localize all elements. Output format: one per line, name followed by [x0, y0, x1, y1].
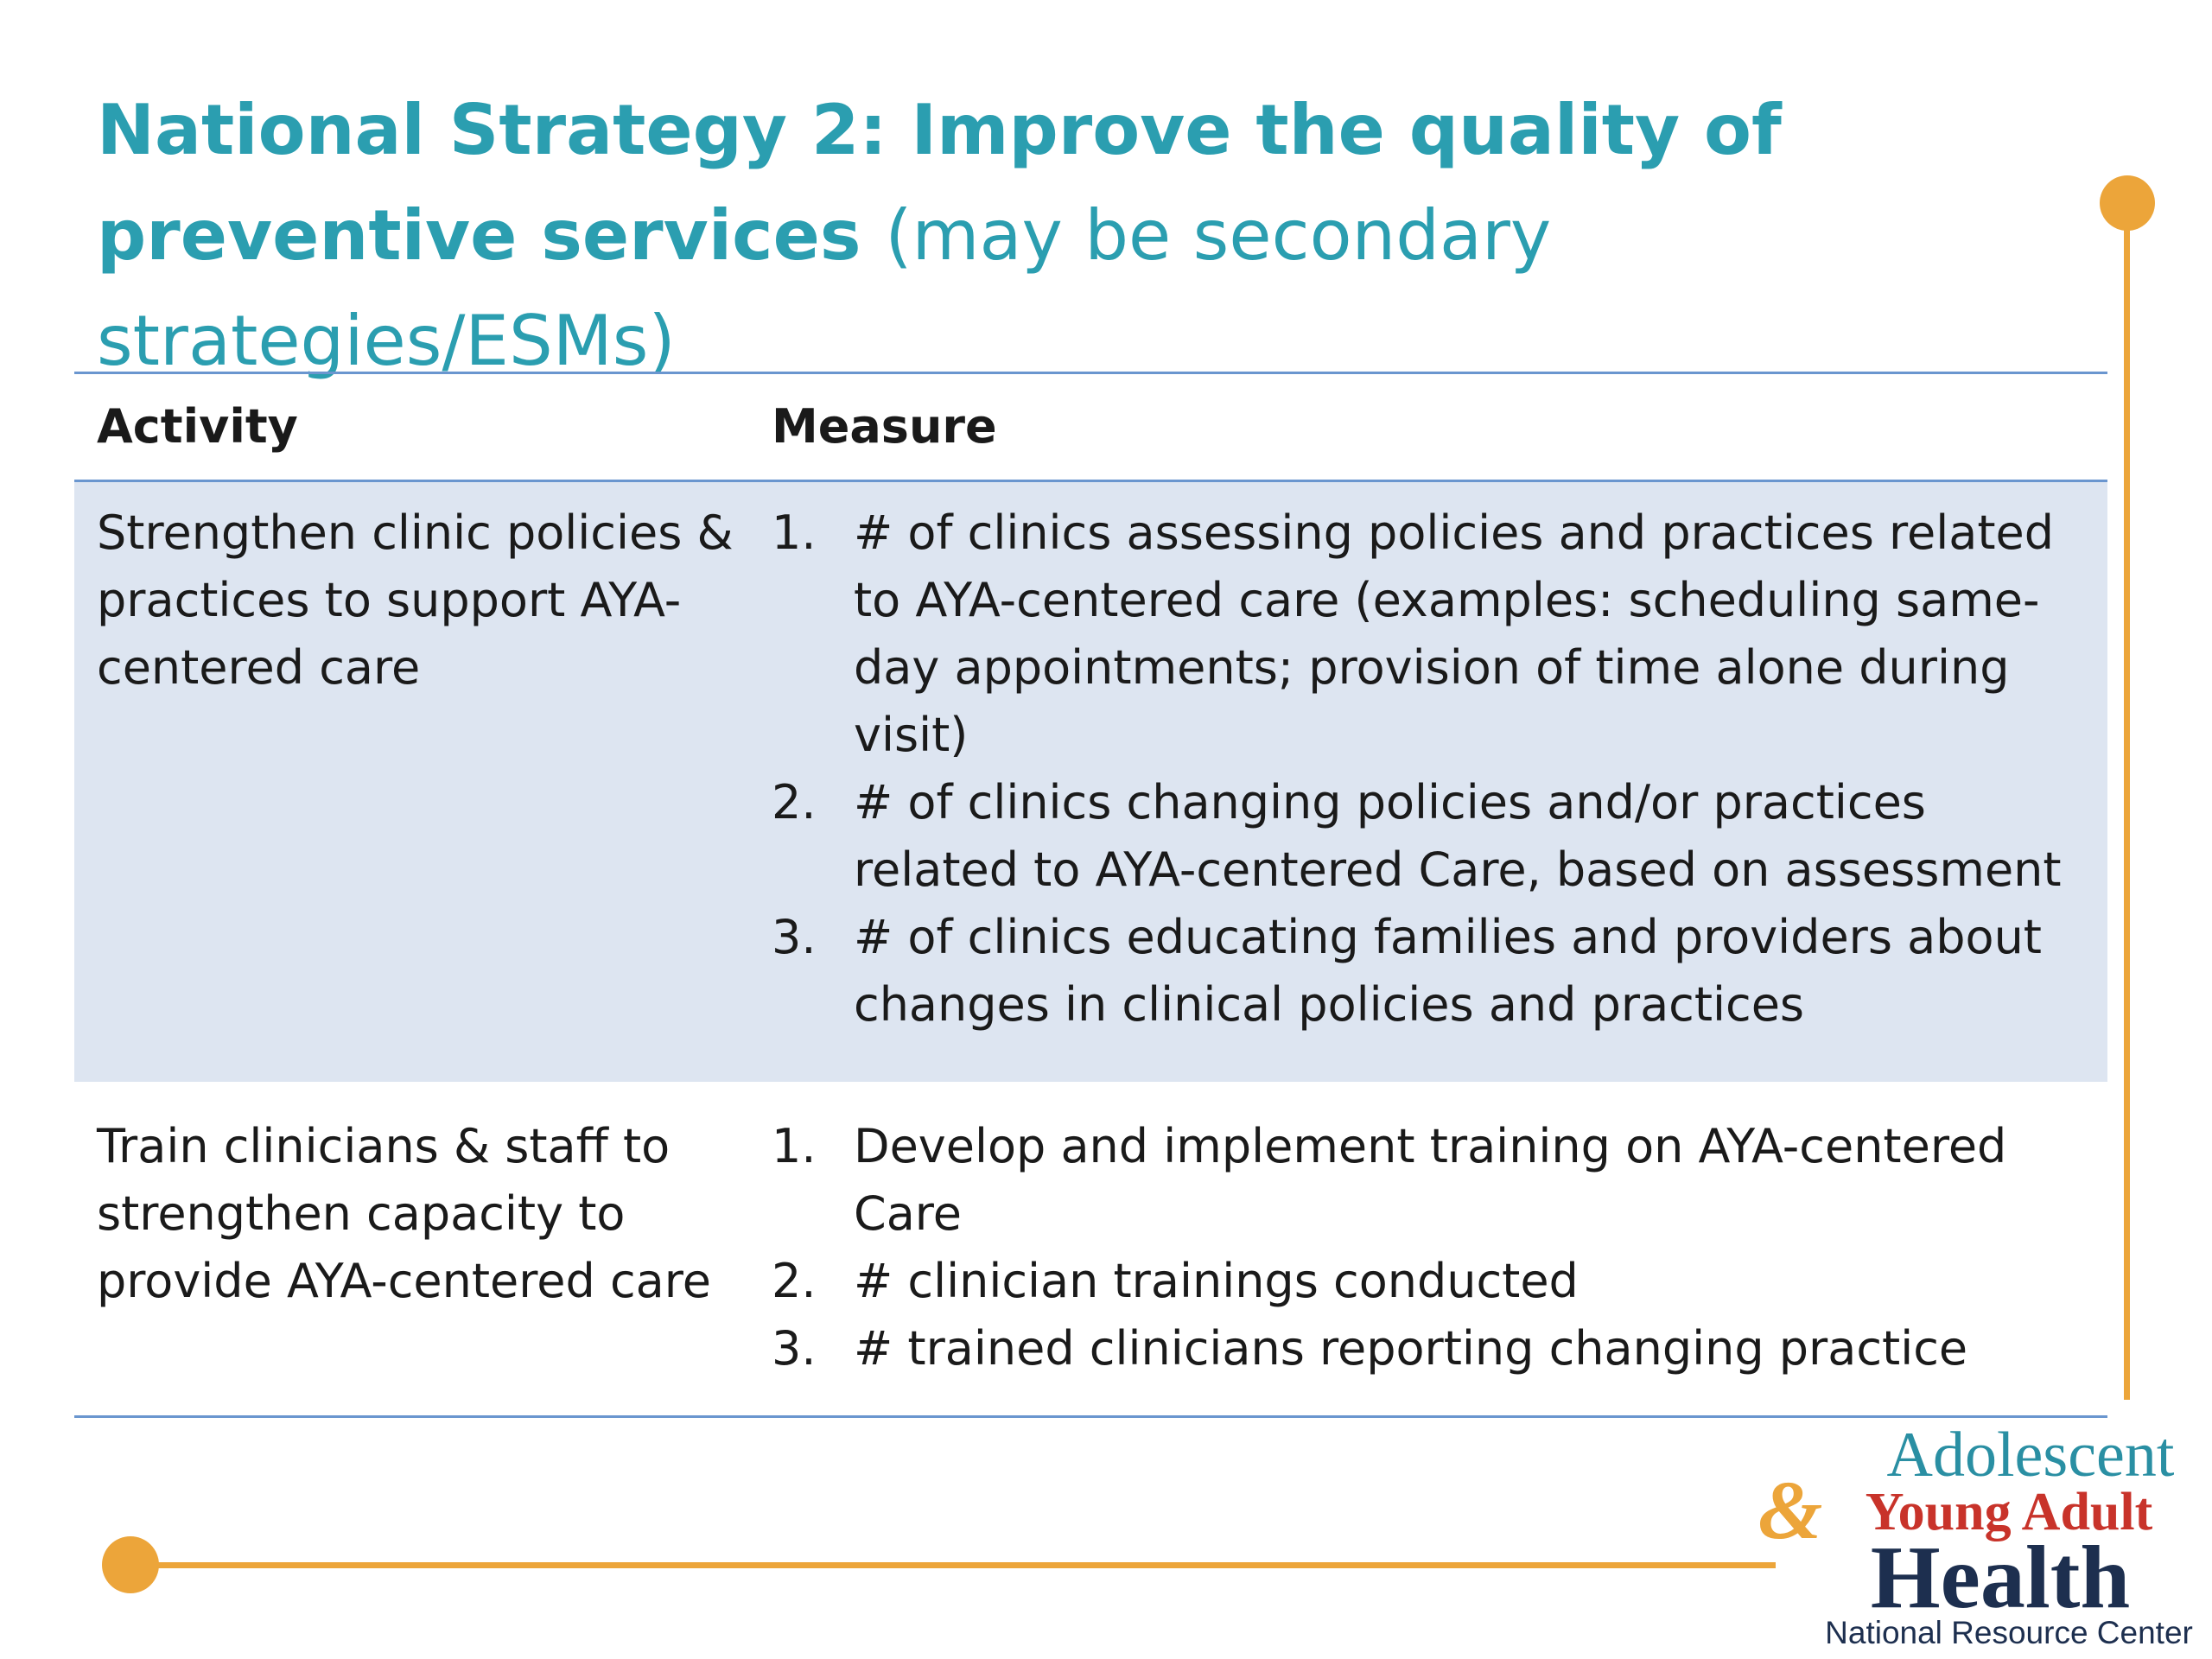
logo-ampersand: & — [1758, 1464, 1823, 1556]
table-row — [74, 1082, 2107, 1417]
activity-cell: Train clinicians & staff to strengthen capacity to provide AYA-centered care — [74, 1082, 749, 1417]
measure-text: # trained clinicians reporting changing practice — [854, 1321, 1968, 1376]
logo-line-health: Health — [1870, 1528, 2131, 1627]
measure-item — [772, 1248, 2107, 1315]
logo-line-adolescent: Adolescent — [1886, 1420, 2175, 1491]
accent-line-horizontal — [130, 1562, 1776, 1568]
activity-cell: Strengthen clinic policies & practices to support AYA-centered care — [74, 481, 749, 1083]
strategy-table — [74, 372, 2107, 1418]
measure-number: 2. — [772, 1254, 817, 1308]
slide-title-subtitle: (may be secondary strategies/ESMs) — [97, 195, 1552, 381]
logo-line-young-adult: Young Adult — [1865, 1483, 2153, 1541]
measure-text: # of clinics changing policies and/or practices related to AYA-centered Care, based on assessment — [854, 775, 2062, 897]
measure-text: Develop and implement training on AYA-centered Care — [854, 1119, 2007, 1241]
accent-line-vertical — [2124, 207, 2130, 1400]
measure-item — [772, 1315, 2107, 1382]
measure-item — [772, 1113, 2107, 1248]
measure-number: 2. — [772, 775, 817, 830]
measure-text: # clinician trainings conducted — [854, 1254, 1579, 1308]
measure-cell — [749, 1082, 2107, 1417]
slide-title-main: National Strategy 2: Improve the quality of preventive services — [97, 90, 1782, 276]
table-header-row — [74, 373, 2107, 481]
slide-title — [97, 78, 2084, 394]
measure-list — [772, 499, 2107, 1039]
measure-text: # of clinics assessing policies and practices related to AYA-centered care (examples: scheduling same-day appointments; provision of time alone during visit) — [854, 505, 2054, 762]
header-measure: Measure — [749, 373, 2107, 481]
measure-list — [772, 1113, 2107, 1382]
measure-text: # of clinics educating families and providers about changes in clinical policies and practices — [854, 910, 2042, 1032]
measure-item — [772, 769, 2107, 904]
measure-cell — [749, 481, 2107, 1083]
measure-number: 1. — [772, 1119, 817, 1173]
measure-number: 3. — [772, 910, 817, 964]
measure-item — [772, 499, 2107, 769]
measure-number: 3. — [772, 1321, 817, 1376]
ayah-logo — [1754, 1417, 2203, 1650]
measure-item — [772, 904, 2107, 1039]
logo-line-nrc: National Resource Center — [1825, 1615, 2193, 1650]
measure-number: 1. — [772, 505, 817, 560]
table-row — [74, 481, 2107, 1083]
header-activity: Activity — [74, 373, 749, 481]
